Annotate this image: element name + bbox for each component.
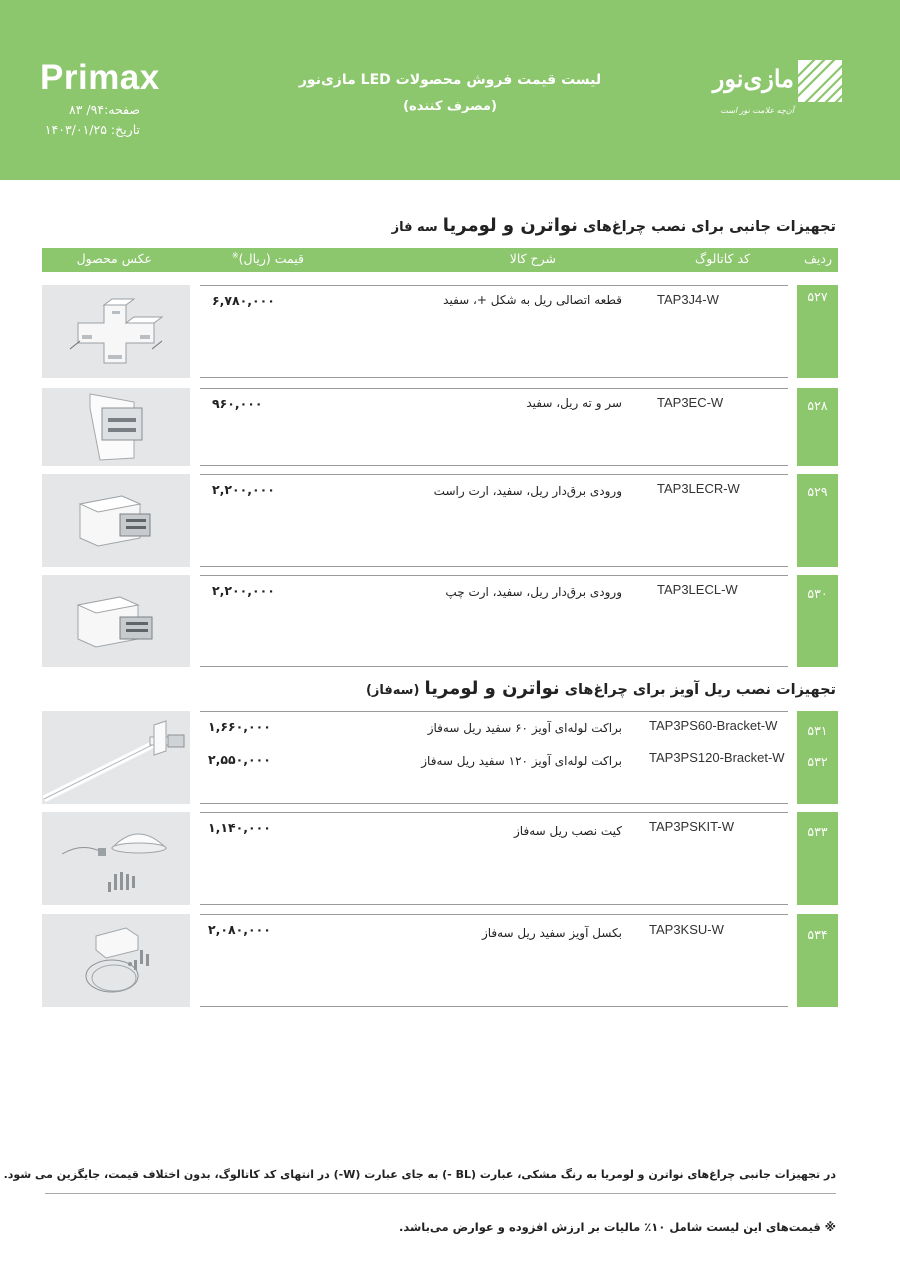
description: قطعه اتصالی ریل به شکل +، سفید (443, 293, 622, 307)
price: ۹۶۰,۰۰۰ (212, 396, 263, 411)
price: ۲,۰۸۰,۰۰۰ (208, 922, 271, 937)
catalog-code: TAP3LECL-W (657, 582, 738, 597)
price: ۶,۷۸۰,۰۰۰ (212, 293, 275, 308)
catalog-code: TAP3LECR-W (657, 481, 740, 496)
row-detail (200, 812, 788, 905)
vat-note: ※ قیمت‌های این لیست شامل ۱۰٪ مالیات بر ارزش افزوده و عوارض می‌باشد. (398, 1220, 836, 1234)
page-number: صفحه:۹۴/ ۸۳ (69, 102, 140, 117)
catalog-code: TAP3J4-W (657, 292, 719, 307)
col-product-image: عکس محصول (76, 251, 152, 266)
x-connector-photo (42, 285, 190, 378)
logo-mark-icon (798, 60, 842, 102)
title-line: لیست قیمت فروش محصولات LED مازی‌نور (298, 72, 602, 88)
install-kit-photo (42, 812, 190, 905)
description: کیت نصب ریل سه‌فاز (514, 824, 622, 838)
table-header (42, 248, 838, 272)
logo-wordmark: مازی‌نور (712, 64, 794, 93)
row-detail (200, 575, 788, 667)
col-catalog-code: کد کاتالوگ (695, 251, 750, 266)
table-row (0, 474, 900, 567)
live-end-right-photo (42, 474, 190, 567)
row-number: ۵۲۷ (807, 289, 828, 304)
table-row (0, 711, 900, 804)
col-price: قیمت (ریال)※ (231, 251, 304, 267)
description: سر و ته ریل، سفید (526, 396, 622, 410)
brand-name: Primax (40, 58, 160, 97)
row-detail (200, 285, 788, 378)
catalog-code: TAP3PS60-Bracket-W (649, 718, 778, 733)
suspension-kit-photo (42, 914, 190, 1007)
price: ۱,۶۶۰,۰۰۰ (208, 719, 271, 734)
row-number-cell (797, 711, 838, 804)
live-end-left-photo (42, 575, 190, 667)
mazinoor-logo (697, 60, 842, 122)
catalog-code: TAP3KSU-W (649, 922, 724, 937)
price: ۱,۱۴۰,۰۰۰ (208, 820, 271, 835)
col-description: شرح کالا (509, 251, 556, 266)
row-detail (200, 711, 788, 804)
row-detail (200, 914, 788, 1007)
table-row (0, 575, 900, 667)
row-detail (200, 474, 788, 567)
row-number-cell (797, 388, 838, 466)
description: ورودی برق‌دار ریل، سفید، ارت چپ (445, 585, 622, 599)
row-number-cell (797, 575, 838, 667)
logo-tagline: آن‌چه علامت نور است (720, 106, 794, 115)
row-number: ۵۳۲ (807, 754, 828, 769)
section-title-suspension: تجهیزات نصب ریل آویز برای چراغ‌های نواترن و لومریا (سه‌فاز) (365, 678, 836, 699)
price-list-title (250, 68, 650, 122)
price: ۲,۲۰۰,۰۰۰ (212, 583, 275, 598)
row-number-cell (797, 285, 838, 378)
end-cap-photo (42, 388, 190, 466)
catalog-code: TAP3EC-W (657, 395, 724, 410)
footer-divider (45, 1193, 836, 1194)
row-detail (200, 388, 788, 466)
description: بکسل آویز سفید ریل سه‌فاز (481, 926, 622, 940)
price: ۲,۲۰۰,۰۰۰ (212, 482, 275, 497)
page-header (0, 0, 900, 180)
table-row (0, 388, 900, 466)
table-row (0, 914, 900, 1007)
black-variant-note: در تجهیزات جانبی چراغ‌های نواترن و لومریا به رنگ مشکی، عبارت (BL -) به جای عبارت (W-) در انتهای کد کاتالوگ، بدون اختلاف قیمت، جایگزین می شود. (3, 1168, 836, 1181)
catalog-code: TAP3PS120-Bracket-W (649, 750, 785, 765)
col-row-number: ردیف (803, 251, 832, 266)
description: ورودی برق‌دار ریل، سفید، ارت راست (433, 484, 622, 498)
table-row (0, 285, 900, 378)
subtitle-line: (مصرف کننده) (403, 99, 497, 114)
row-number: ۵۲۸ (807, 398, 828, 413)
row-number: ۵۳۴ (807, 927, 828, 942)
price: ۲,۵۵۰,۰۰۰ (208, 752, 271, 767)
catalog-code: TAP3PSKIT-W (649, 819, 734, 834)
row-number: ۵۲۹ (807, 484, 828, 499)
table-row (0, 812, 900, 905)
description: براکت لوله‌ای آویز ۶۰ سفید ریل سه‌فاز (427, 721, 622, 735)
page-info (40, 100, 140, 140)
row-number-cell (797, 812, 838, 905)
row-number-cell (797, 474, 838, 567)
pipe-bracket-photo (42, 711, 190, 804)
row-number-cell (797, 914, 838, 1007)
row-number: ۵۳۱ (807, 723, 828, 738)
description: براکت لوله‌ای آویز ۱۲۰ سفید ریل سه‌فاز (421, 754, 622, 768)
row-number: ۵۳۰ (807, 586, 828, 601)
section-title-accessories: تجهیزات جانبی برای نصب چراغ‌های نواترن و لومریا سه فاز (391, 215, 836, 236)
row-number: ۵۳۳ (807, 824, 828, 839)
price-list-date: تاریخ: ۱۴۰۳/۰۱/۲۵ (44, 122, 140, 137)
